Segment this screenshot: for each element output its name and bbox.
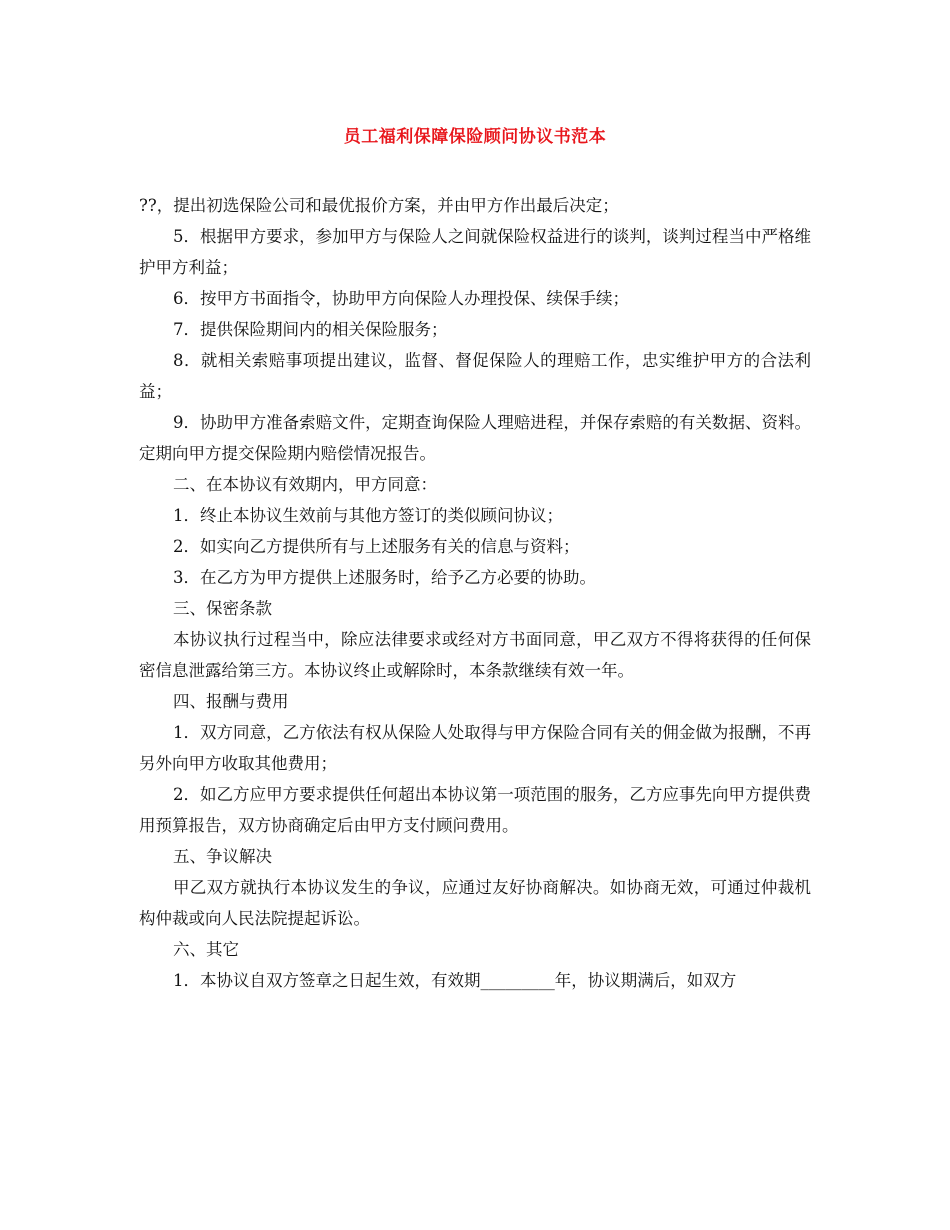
paragraph: 2．如实向乙方提供所有与上述服务有关的信息与资料； bbox=[173, 537, 580, 556]
section-heading: 二、在本协议有效期内，甲方同意： bbox=[173, 475, 437, 494]
paragraph: 6．按甲方书面指令，协助甲方向保险人办理投保、续保手续； bbox=[173, 289, 629, 308]
paragraph: 7．提供保险期间内的相关保险服务； bbox=[173, 320, 448, 339]
paragraph: 1．双方同意，乙方依法有权从保险人处取得与甲方保险合同有关的佣金做为报酬，不再另外向甲方收取其他费用； bbox=[139, 723, 811, 773]
paragraph: 本协议执行过程当中，除应法律要求或经对方书面同意，甲乙双方不得将获得的任何保密信息泄露给第三方。本协议终止或解除时，本条款继续有效一年。 bbox=[139, 630, 811, 680]
paragraph: ??，提出初选保险公司和最优报价方案，并由甲方作出最后决定； bbox=[139, 196, 619, 215]
section-heading: 五、争议解决 bbox=[173, 847, 272, 866]
paragraph: 1．终止本协议生效前与其他方签订的类似顾问协议； bbox=[173, 506, 563, 525]
section-heading: 三、保密条款 bbox=[173, 599, 272, 618]
paragraph: 5．根据甲方要求，参加甲方与保险人之间就保险权益进行的谈判，谈判过程当中严格维护甲方利益； bbox=[139, 227, 811, 277]
paragraph: 8．就相关索赔事项提出建议，监督、督促保险人的理赔工作，忠实维护甲方的合法利益； bbox=[139, 351, 811, 401]
section-heading: 六、其它 bbox=[173, 940, 239, 959]
paragraph: 2．如乙方应甲方要求提供任何超出本协议第一项范围的服务，乙方应事先向甲方提供费用预算报告，双方协商确定后由甲方支付顾问费用。 bbox=[139, 785, 811, 835]
paragraph: 3．在乙方为甲方提供上述服务时，给予乙方必要的协助。 bbox=[173, 568, 596, 587]
paragraph: 1．本协议自双方签章之日起生效，有效期_________年，协议期满后，如双方 bbox=[173, 971, 737, 990]
section-heading: 四、报酬与费用 bbox=[173, 692, 289, 711]
paragraph: 甲乙双方就执行本协议发生的争议，应通过友好协商解决。如协商无效，可通过仲裁机构仲裁或向人民法院提起诉讼。 bbox=[139, 878, 811, 928]
document-title: 员工福利保障保险顾问协议书范本 bbox=[343, 127, 607, 147]
paragraph: 9．协助甲方准备索赔文件，定期查询保险人理赔进程，并保存索赔的有关数据、资料。定期向甲方提交保险期内赔偿情况报告。 bbox=[139, 413, 811, 463]
document-body bbox=[139, 190, 811, 996]
